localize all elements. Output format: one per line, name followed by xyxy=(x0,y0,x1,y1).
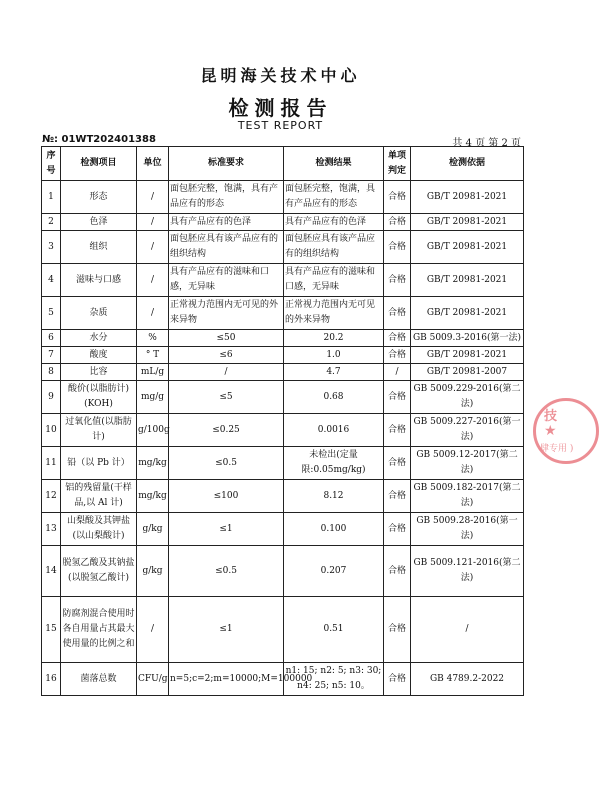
org-name: 昆明海关技术中心 xyxy=(200,66,361,85)
cell-judgement: 合格 xyxy=(384,414,411,447)
cell-judgement: 合格 xyxy=(384,663,411,696)
cell-no: 15 xyxy=(42,597,61,663)
cell-item: 铅（以 Pb 计） xyxy=(61,447,137,480)
cell-result: 未检出(定量限:0.05mg/kg) xyxy=(284,447,384,480)
cell-judgement: 合格 xyxy=(384,264,411,297)
cell-result: 20.2 xyxy=(284,330,384,347)
cell-method: GB/T 20981-2021 xyxy=(411,297,524,330)
cell-result: 0.0016 xyxy=(284,414,384,447)
cell-no: 6 xyxy=(42,330,61,347)
cell-judgement: 合格 xyxy=(384,597,411,663)
official-seal: 技 ★ 肆专用 ) xyxy=(533,398,599,464)
cell-result: 4.7 xyxy=(284,364,384,381)
cell-no: 10 xyxy=(42,414,61,447)
cell-result: 正常视力范围内无可见的外来异物 xyxy=(284,297,384,330)
cell-no: 5 xyxy=(42,297,61,330)
cell-item: 水分 xyxy=(61,330,137,347)
cell-method: GB 5009.3-2016(第一法) xyxy=(411,330,524,347)
cell-judgement: 合格 xyxy=(384,381,411,414)
cell-requirement: ≤0.25 xyxy=(169,414,284,447)
table-row xyxy=(42,381,524,414)
cell-method: GB 5009.28-2016(第一法) xyxy=(411,513,524,546)
cell-result: 具有产品应有的滋味和口感，无异味 xyxy=(284,264,384,297)
cell-unit: mg/kg xyxy=(137,447,169,480)
test-results-table xyxy=(41,146,524,696)
cell-item: 铝的残留量(干样品,以 Al 计) xyxy=(61,480,137,513)
cell-no: 3 xyxy=(42,231,61,264)
cell-item: 比容 xyxy=(61,364,137,381)
cell-requirement: 正常视力范围内无可见的外来异物 xyxy=(169,297,284,330)
cell-judgement: 合格 xyxy=(384,181,411,214)
cell-method: GB 5009.12-2017(第二法) xyxy=(411,447,524,480)
cell-result: 0.68 xyxy=(284,381,384,414)
cell-judgement: 合格 xyxy=(384,513,411,546)
cell-requirement: n=5;c=2;m=10000;M=100000 xyxy=(169,663,284,696)
table-row xyxy=(42,330,524,347)
cell-requirement: ≤0.5 xyxy=(169,546,284,597)
cell-no: 13 xyxy=(42,513,61,546)
table-row xyxy=(42,297,524,330)
cell-judgement: 合格 xyxy=(384,231,411,264)
cell-no: 8 xyxy=(42,364,61,381)
cell-no: 7 xyxy=(42,347,61,364)
cell-method: GB/T 20981-2021 xyxy=(411,347,524,364)
cell-unit: g/kg xyxy=(137,546,169,597)
cell-unit: / xyxy=(137,214,169,231)
cell-unit: CFU/g xyxy=(137,663,169,696)
cell-judgement: 合格 xyxy=(384,546,411,597)
col-header-unit: 单位 xyxy=(137,147,169,181)
col-header-requirement: 标准要求 xyxy=(169,147,284,181)
cell-method: GB 4789.2-2022 xyxy=(411,663,524,696)
table-row xyxy=(42,181,524,214)
cell-result: 具有产品应有的色泽 xyxy=(284,214,384,231)
cell-requirement: ≤1 xyxy=(169,513,284,546)
cell-requirement: / xyxy=(169,364,284,381)
col-header-no: 序号 xyxy=(42,147,61,181)
cell-unit: mL/g xyxy=(137,364,169,381)
cell-method: GB 5009.227-2016(第一法) xyxy=(411,414,524,447)
cell-unit: / xyxy=(137,231,169,264)
report-subtitle: TEST REPORT xyxy=(237,119,324,132)
cell-unit: / xyxy=(137,597,169,663)
cell-item: 过氧化值(以脂肪计) xyxy=(61,414,137,447)
cell-unit: g/kg xyxy=(137,513,169,546)
cell-item: 酸度 xyxy=(61,347,137,364)
cell-no: 1 xyxy=(42,181,61,214)
cell-item: 山梨酸及其钾盐(以山梨酸计) xyxy=(61,513,137,546)
table-header-row xyxy=(42,147,524,181)
cell-judgement: 合格 xyxy=(384,347,411,364)
col-header-judgement: 单项判定 xyxy=(384,147,411,181)
cell-item: 形态 xyxy=(61,181,137,214)
cell-judgement: 合格 xyxy=(384,214,411,231)
cell-item: 滋味与口感 xyxy=(61,264,137,297)
cell-item: 脱氢乙酸及其钠盐(以脱氢乙酸计) xyxy=(61,546,137,597)
cell-unit: mg/kg xyxy=(137,480,169,513)
table-row xyxy=(42,663,524,696)
cell-requirement: ≤50 xyxy=(169,330,284,347)
cell-method: / xyxy=(411,597,524,663)
cell-method: GB/T 20981-2021 xyxy=(411,264,524,297)
table-row xyxy=(42,364,524,381)
cell-requirement: ≤6 xyxy=(169,347,284,364)
cell-no: 12 xyxy=(42,480,61,513)
cell-result: 0.100 xyxy=(284,513,384,546)
cell-judgement: 合格 xyxy=(384,330,411,347)
cell-item: 色泽 xyxy=(61,214,137,231)
cell-no: 4 xyxy=(42,264,61,297)
cell-result: 面包胚完整，饱满，具有产品应有的形态 xyxy=(284,181,384,214)
cell-result: 面包胚应具有该产品应有的组织结构 xyxy=(284,231,384,264)
cell-unit: / xyxy=(137,181,169,214)
cell-result: n1: 15; n2: 5; n3: 30; n4: 25; n5: 10。 xyxy=(284,663,384,696)
cell-item: 防腐剂混合使用时各自用量占其最大使用量的比例之和 xyxy=(61,597,137,663)
cell-unit: / xyxy=(137,297,169,330)
table-row xyxy=(42,480,524,513)
report-title: 检测报告 xyxy=(228,96,333,120)
cell-unit: g/100g xyxy=(137,414,169,447)
report-number: №: 01WT202401388 xyxy=(42,134,156,145)
cell-requirement: ≤100 xyxy=(169,480,284,513)
cell-method: GB 5009.121-2016(第二法) xyxy=(411,546,524,597)
cell-judgement: 合格 xyxy=(384,297,411,330)
cell-requirement: ≤1 xyxy=(169,597,284,663)
cell-result: 1.0 xyxy=(284,347,384,364)
cell-requirement: 面包胚应具有该产品应有的组织结构 xyxy=(169,231,284,264)
page-info: 共 4 页 第 2 页 xyxy=(452,138,521,149)
col-header-method: 检测依据 xyxy=(411,147,524,181)
cell-judgement: 合格 xyxy=(384,480,411,513)
cell-result: 8.12 xyxy=(284,480,384,513)
cell-item: 菌落总数 xyxy=(61,663,137,696)
cell-requirement: 面包胚完整，饱满，具有产品应有的形态 xyxy=(169,181,284,214)
col-header-item: 检测项目 xyxy=(61,147,137,181)
cell-judgement: 合格 xyxy=(384,447,411,480)
cell-method: GB/T 20981-2007 xyxy=(411,364,524,381)
cell-method: GB/T 20981-2021 xyxy=(411,181,524,214)
cell-no: 9 xyxy=(42,381,61,414)
table-row xyxy=(42,264,524,297)
cell-item: 杂质 xyxy=(61,297,137,330)
cell-requirement: 具有产品应有的滋味和口感，无异味 xyxy=(169,264,284,297)
cell-unit: mg/g xyxy=(137,381,169,414)
col-header-result: 检测结果 xyxy=(284,147,384,181)
table-row xyxy=(42,347,524,364)
cell-method: GB 5009.229-2016(第二法) xyxy=(411,381,524,414)
cell-method: GB/T 20981-2021 xyxy=(411,231,524,264)
cell-unit: ° T xyxy=(137,347,169,364)
cell-result: 0.207 xyxy=(284,546,384,597)
cell-no: 11 xyxy=(42,447,61,480)
cell-item: 酸价(以脂肪计)(KOH) xyxy=(61,381,137,414)
table-row xyxy=(42,214,524,231)
table-row xyxy=(42,546,524,597)
cell-unit: % xyxy=(137,330,169,347)
cell-no: 2 xyxy=(42,214,61,231)
cell-requirement: ≤5 xyxy=(169,381,284,414)
table-row xyxy=(42,231,524,264)
cell-unit: / xyxy=(137,264,169,297)
cell-no: 16 xyxy=(42,663,61,696)
cell-requirement: 具有产品应有的色泽 xyxy=(169,214,284,231)
cell-item: 组织 xyxy=(61,231,137,264)
cell-result: 0.51 xyxy=(284,597,384,663)
cell-method: GB 5009.182-2017(第二法) xyxy=(411,480,524,513)
cell-requirement: ≤0.5 xyxy=(169,447,284,480)
cell-method: GB/T 20981-2021 xyxy=(411,214,524,231)
table-row xyxy=(42,447,524,480)
cell-no: 14 xyxy=(42,546,61,597)
table-row xyxy=(42,597,524,663)
table-row xyxy=(42,513,524,546)
cell-judgement: / xyxy=(384,364,411,381)
table-row xyxy=(42,414,524,447)
